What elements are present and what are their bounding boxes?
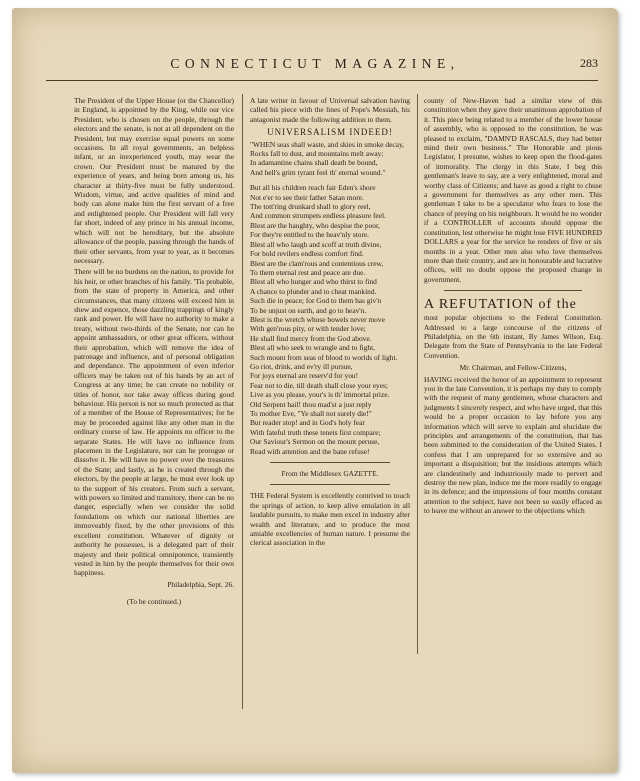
- salutation: Mr. Chairman, and Fellow-Citizens,: [459, 363, 567, 373]
- section-heading: From the Middlesex GAZETTE.: [281, 469, 379, 479]
- poem-line: To mother Eve, "Ye shall not surely die!": [250, 409, 372, 418]
- poem-line: Rocks fall to dust, and mountains melt away;: [250, 149, 384, 159]
- poem-line: "WHEN seas shall waste, and skies in smoke decay,: [250, 139, 405, 149]
- poem-line: But all his children reach fair Eden's shore: [250, 183, 376, 193]
- poem-line: Blest are the haughty, who despise the poor,: [250, 220, 380, 230]
- article-paragraph: THE Federal System is excellently contrived to touch the springs of action, to keep alive emulation in all laudable pursuits, to make men excel in industry after wealth and literature, and to produce the most amiable excellencies of human nature. I presume the clerical association in the: [250, 491, 410, 548]
- section-rule: [444, 290, 582, 291]
- poem-line: Fear not to die, till death shall close your eyes;: [250, 380, 388, 390]
- section-rule: [270, 462, 390, 463]
- poem-line: A chance to plunder and to cheat mankind.: [250, 286, 377, 296]
- article-paragraph: The President of the Upper House (or the Chancellor) in England, is appointed by the King, while our vice President, who is chosen on the people, through the electors and the senate, is not at all dependent on the President, but may exercise equal powers on some occasions. In all royal governments, an helpless infant, or an inexperienced youth, may wear the crown. Our President must be matured by the experience of years, and being born among us, his character at thirty-five must be fully understood. Wisdom, virtue, and active qualities of mind and body can alone make him the first servant of a free and enlightened people. Our President will fall very far short, indeed of any prince in his annual income, which will not be hereditary, but the absolute allowance of the people, passing through the hands of their other servants, from year to year, as it becomes necessary.: [74, 96, 234, 265]
- poem-stanza: [250, 140, 410, 178]
- poem-line: Go riot, drink, and ev'ry ill pursue,: [250, 361, 353, 371]
- poem-line: Such mount from seas of blood to worlds of light.: [250, 352, 398, 362]
- poem-line: But reader stop! and in God's holy fear: [250, 418, 365, 428]
- article-subtitle: most popular objections to the Federal Constitution. Addressed to a large concourse of the citizens of Philadelphia, on the 6th instant, By James Wilson, Esq. Delegate from the State of Pennsylvania to the late Federal Convention.: [424, 314, 602, 360]
- poem-line: Such die in peace; for God to them has giv'n: [250, 296, 382, 306]
- column-middle: [250, 96, 410, 550]
- poem-line: To them eternal rest and peace are due.: [250, 267, 366, 277]
- poem-line: Blest are the clam'rous and contentious crew,: [250, 258, 384, 268]
- masthead-title: CONNECTICUT MAGAZINE,: [170, 56, 460, 71]
- poem-line: Blest all who laugh and scoff at truth divine,: [250, 239, 382, 249]
- section-rule: [270, 484, 390, 485]
- poem-line: Old Serpent hail! thou mad'st a just reply: [250, 399, 372, 409]
- poem-line: The tott'ring drunkard shall to glory reel,: [250, 202, 371, 212]
- poem-line: Blest is the wretch whose bowels never move: [250, 314, 385, 324]
- poem-line: Read with attention and the bane refuse!: [250, 446, 370, 456]
- column-left: [74, 96, 234, 609]
- article-title: A REFUTATION of the: [424, 297, 577, 313]
- poem-line: For they're entitled to the heav'nly store.: [250, 230, 370, 240]
- column-right: [424, 96, 602, 518]
- article-paragraph: There will be no burdens on the nation, to provide for his heir, or other branches of his family. 'Tis probable, from the state of property in America, and other circumstances, that many citizens will exceed him in shew and expence, those dazzling trappings of kingly rank and power. He will have no authority to make a treaty, without two-thirds of the Senate, nor can he appoint ambassadors, or other great officers, without their approbation, which will remove the idea of patronage and influence, and of personal obligation and dependance. The appointment of even inferior officers may be taken out of his hands by an act of Congress at any time; he can create no nobility or titles of honor, nor take away offices during good behaviour. His person is not so much protected as that of a member of the House of Representatives; for he may be proceeded against like any other man in the ordinary course of law. He appoints no officer to the separate States. He will have no influence from placemen in the Legislature, nor can he prorogue or dissolve it. He will have no power over the treasures of the State; and lastly, as he is created through the electors, by the people at large, he must ever look up to the support of his creators. From such a servant, with powers so limited and transitory, there can be no danger, especially when we consider the solid foundations on which our national liberties are immoveably fixed, by the other provisions of this excellent constitution. Whatever of dignity or authority he possesses, is a delegated part of their majesty and their political omnipotence, transiently vested in him by the people themselves for their own happiness.: [74, 267, 234, 578]
- poem-line: Not e'er to see their father Satan more.: [250, 192, 364, 202]
- poem-line: In adamantine chains shall death be bound,: [250, 158, 378, 168]
- poem-line: Blest all who seek to wrangle and to fight,: [250, 343, 375, 353]
- poem-line: For bold revilers endless comfort find.: [250, 249, 364, 259]
- poem-title: UNIVERSALISM INDEED!: [267, 127, 393, 138]
- poem-line: With fateful truth these tenets first compare;: [250, 427, 381, 437]
- column-divider: [242, 94, 243, 709]
- poem-line: And hell's grim tyrant feel th' eternal wound.": [250, 167, 386, 177]
- poem-stanza: [250, 183, 410, 456]
- column-divider: [417, 94, 418, 654]
- poem-line: And common strumpets endless pleasure feel.: [250, 211, 386, 221]
- magazine-page: [12, 8, 618, 773]
- article-paragraph: HAVING received the honor of an appointment to represent you in the late Convention, it is perhaps my duty to comply with the request of many gentlemen, whose characters and judgments I sincerely respect, and who have urged, that this would be a proper occasion to lay before you any information which will serve to explain and elucidate the principles and arrangements of the constitution, that has been submitted to the consideration of the United States. I confess that I am unprepared for so extensive and so important a disquisition; but the insidious attempts which are clandestinely and industriously made to pervert and destroy the new plan, induce me the more readily to engage in its defence; and the impressions of four months constant attention to the subject, have not been so easily effaced as to leave me without an answer to the objections which: [424, 374, 602, 516]
- poem-line: Blest all who hunger and who thirst to find: [250, 277, 377, 287]
- poem-line: With gen'rous pity, or with tender love;: [250, 324, 366, 334]
- poem-line: Our Saviour's Sermon on the mount peruse,: [250, 437, 380, 447]
- header-rule: [46, 80, 598, 81]
- poem-line: To be unjust on earth, and go to heav'n.: [250, 305, 367, 315]
- article-paragraph: county of New-Haven had a similar view of this constitution when they gave their unanimous approbation of it. This piece being related to a member of the lower house of assembly, who is opposed to the constitution, he was pleased to exclaim, "DAMN'D RASCALS, they had better mind their own business." The Honorable and pious Legislator, I presume, wishes to keep open the flood-gates of immorality. The clergy in this State, I beg this gentleman's leave to say, are a very enlightened, moral and worthy class of Citizens; and have as good a right to chuse a government for themselves as any other men. This gentleman I take to be a speculator who fears to lose the chance of preying on his neighbours. It would be no wonder if a CONTROLLER of accounts should oppose the constitution, lest otherwise he might lose FIVE HUNDRED DOLLARS a year for the service he renders of five or six months in a year. Other men also who love themselves more than their country, and are in honourable and lucrative offices, will no doubt oppose the proposed change in government.: [424, 96, 602, 284]
- poem-line: For joys eternal are reserv'd for you!: [250, 371, 359, 381]
- poem-intro: A late writer in favour of Universal salvation having called his piece with the lines of Pope's Messiah, his antagonist made the following addition to them.: [250, 96, 410, 124]
- poem-line: He shall find mercy from the God above.: [250, 333, 372, 343]
- continued-note: (To be continued.): [126, 597, 182, 607]
- page-number: 283: [580, 56, 598, 70]
- poem-line: Live as you please, your's is th' immortal prize.: [250, 390, 390, 400]
- article-signature: Philadelphia, Sept. 26.: [167, 579, 234, 589]
